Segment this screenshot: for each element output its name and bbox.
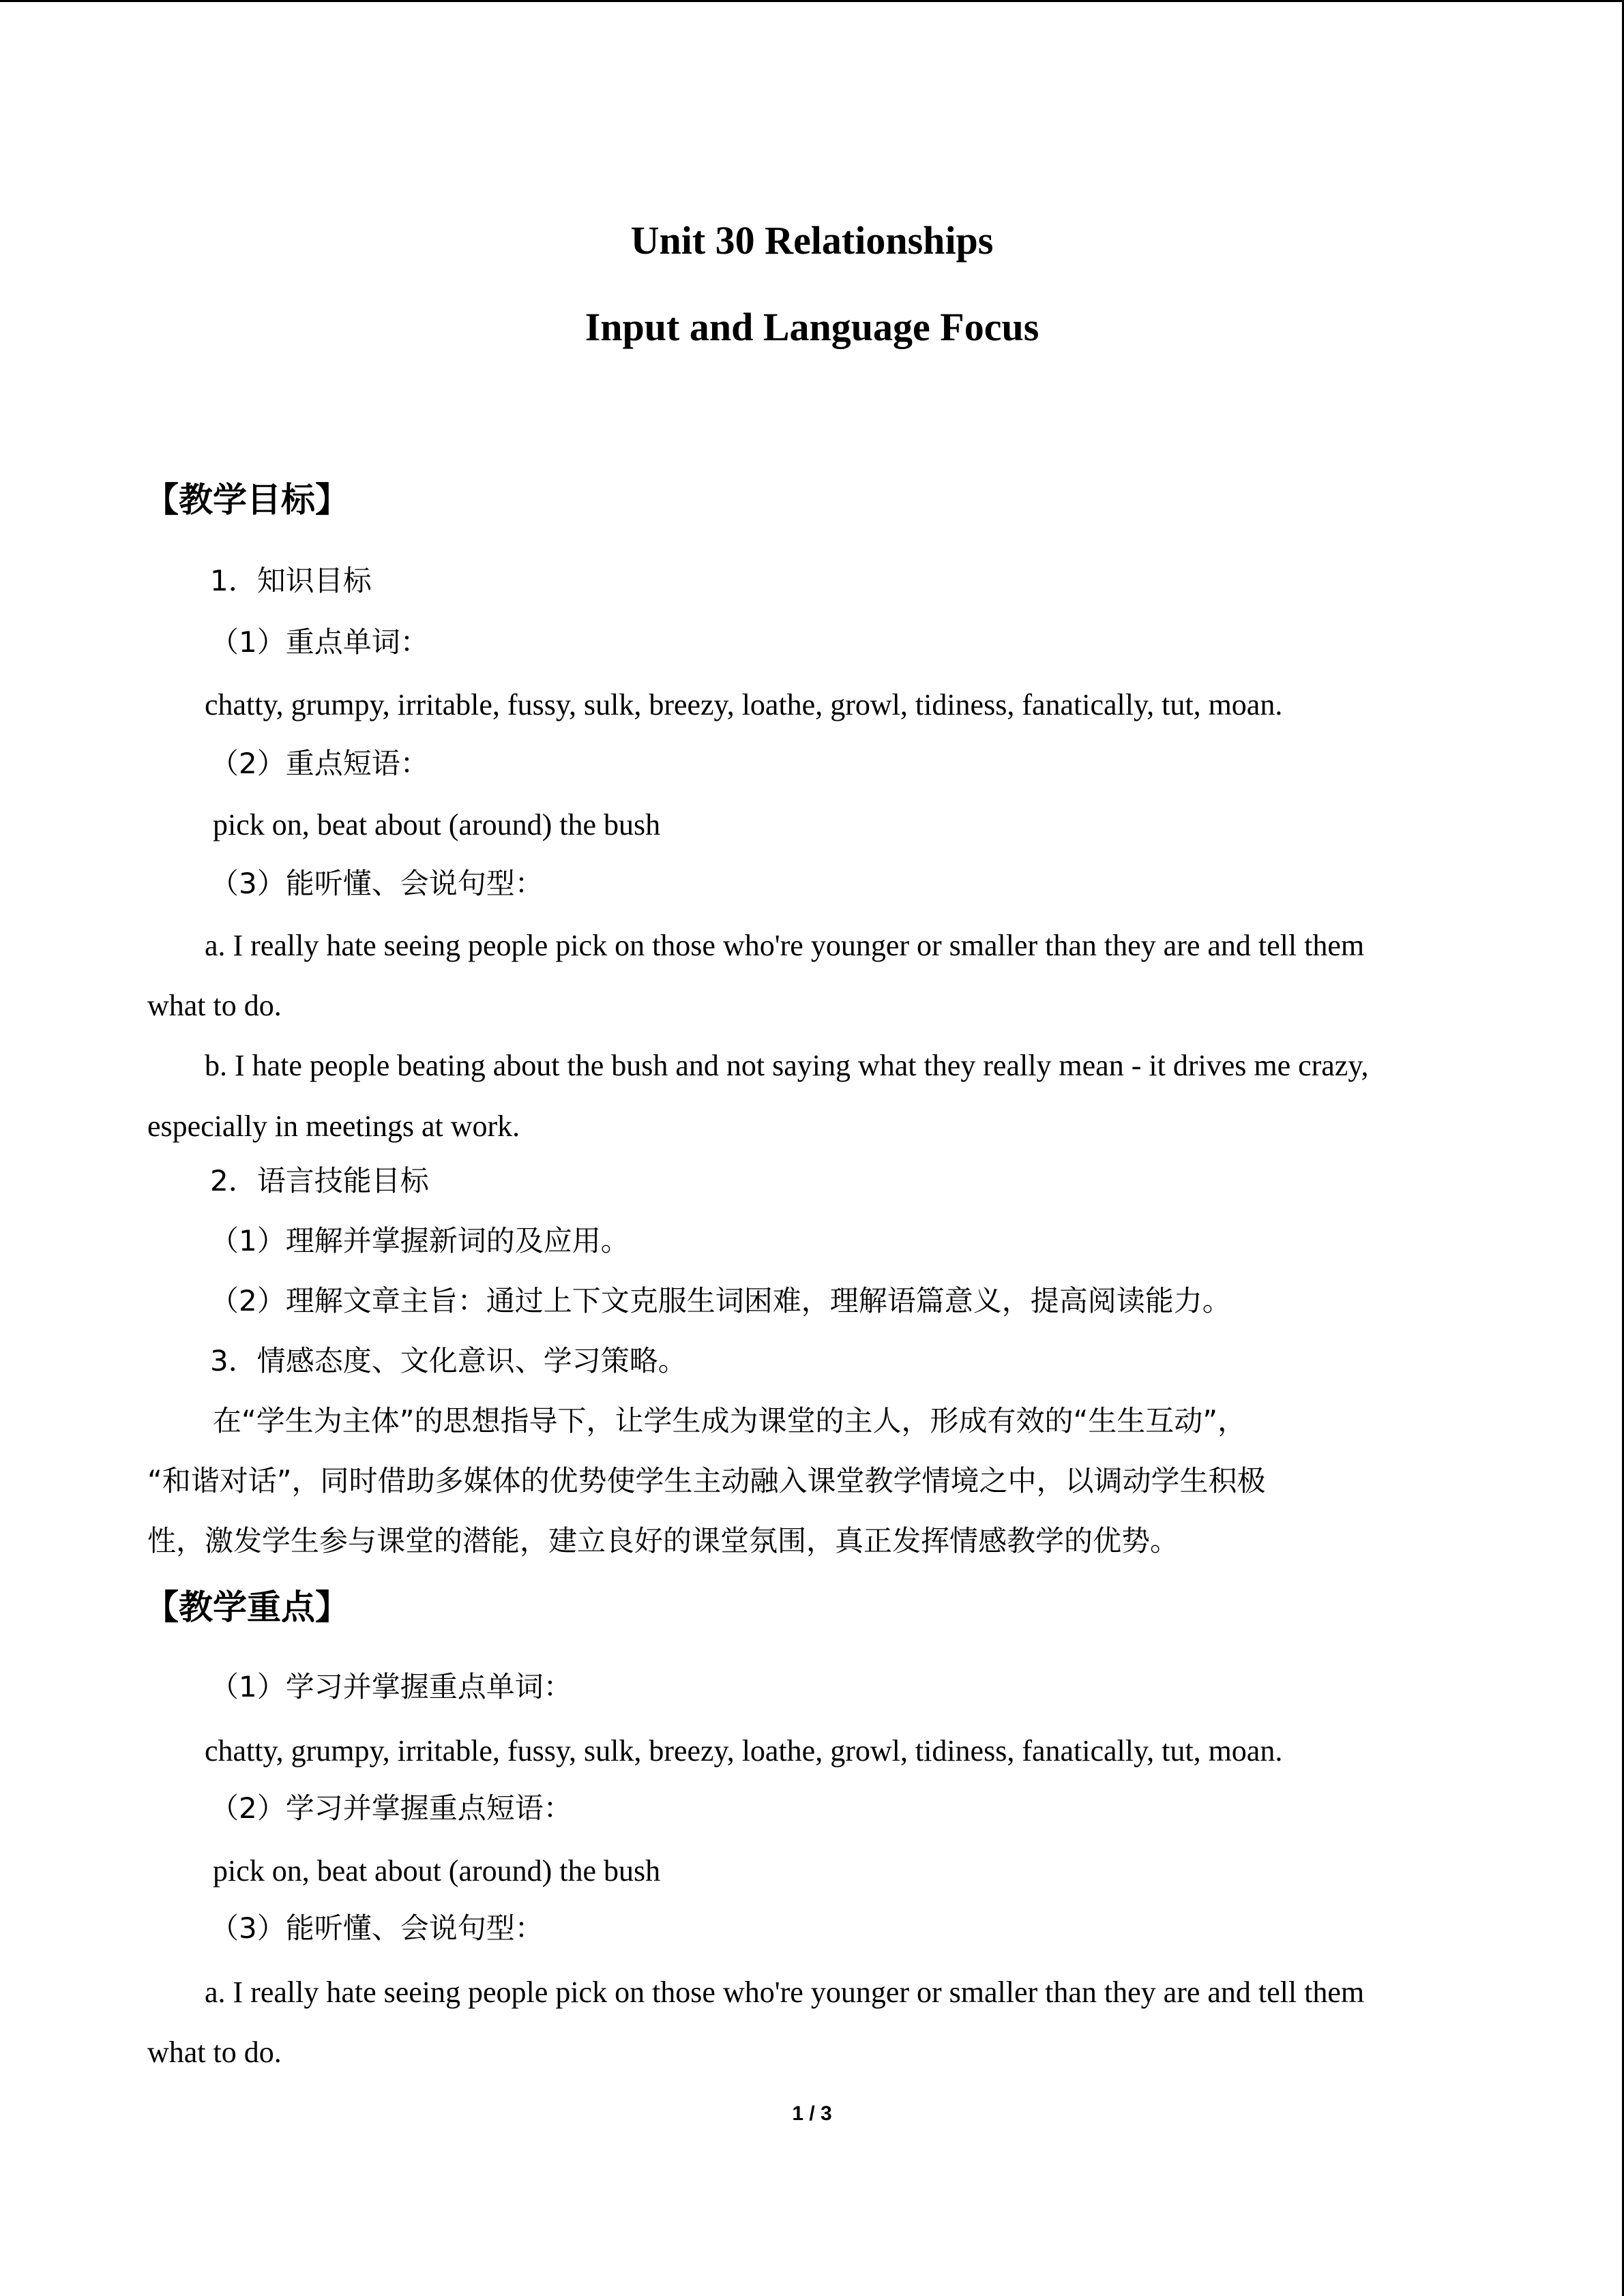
document-subtitle: Input and Language Focus xyxy=(585,305,1039,349)
emotion-goal: 3．情感态度、文化意识、学习策略。 xyxy=(210,1344,687,1377)
focus-sentences-label: （3）能听懂、会说句型： xyxy=(210,1911,544,1945)
key-phrases: pick on, beat about (around) the bush xyxy=(213,808,661,841)
section-heading-objectives: 【教学目标】 xyxy=(145,480,349,520)
key-words: chatty, grumpy, irritable, fussy, sulk, breezy, loathe, growl, tidiness, fanatically, tut, moan. xyxy=(205,688,1283,721)
sentence-b-line1: b. I hate people beating about the bush and not saying what they really mean - it drives me crazy, xyxy=(205,1049,1369,1082)
skill-2: （2）理解文章主旨：通过上下文克服生词困难，理解语篇意义，提高阅读能力。 xyxy=(210,1284,1231,1317)
sentence-a-line2: what to do. xyxy=(147,989,282,1022)
sentence-a-line1: a. I really hate seeing people pick on those who're younger or smaller than they are and tell them xyxy=(205,929,1365,962)
sentences-label: （3）能听懂、会说句型： xyxy=(210,867,544,900)
sentence-b-line2: especially in meetings at work. xyxy=(147,1109,520,1143)
key-words-label: （1）重点单词： xyxy=(210,625,429,659)
focus-words-label: （1）学习并掌握重点单词： xyxy=(210,1670,572,1703)
skill-goal: 2．语言技能目标 xyxy=(210,1164,429,1197)
emotion-line3: 性，激发学生参与课堂的潜能，建立良好的课堂氛围，真正发挥情感教学的优势。 xyxy=(147,1524,1179,1557)
focus-sentence-a-line2: what to do. xyxy=(147,2036,282,2069)
emotion-line2: “和谐对话”，同时借助多媒体的优势使学生主动融入课堂教学情境之中，以调动学生积极 xyxy=(147,1464,1266,1497)
key-phrases-label: （2）重点短语： xyxy=(210,747,429,780)
focus-phrases: pick on, beat about (around) the bush xyxy=(213,1854,661,1888)
emotion-line1: 在“学生为主体”的思想指导下，让学生成为课堂的主人，形成有效的“生生互动”， xyxy=(213,1404,1247,1437)
document-title: Unit 30 Relationships xyxy=(630,218,994,263)
knowledge-goal: 1．知识目标 xyxy=(210,564,372,597)
focus-words: chatty, grumpy, irritable, fussy, sulk, breezy, loathe, growl, tidiness, fanatically, tut, moan. xyxy=(205,1734,1283,1768)
skill-1: （1）理解并掌握新词的及应用。 xyxy=(210,1224,630,1257)
page-number: 1 / 3 xyxy=(792,2102,832,2125)
focus-phrases-label: （2）学习并掌握重点短语： xyxy=(210,1791,572,1825)
section-heading-focus: 【教学重点】 xyxy=(145,1587,349,1627)
focus-sentence-a-line1: a. I really hate seeing people pick on those who're younger or smaller than they are and tell them xyxy=(205,1976,1365,2009)
